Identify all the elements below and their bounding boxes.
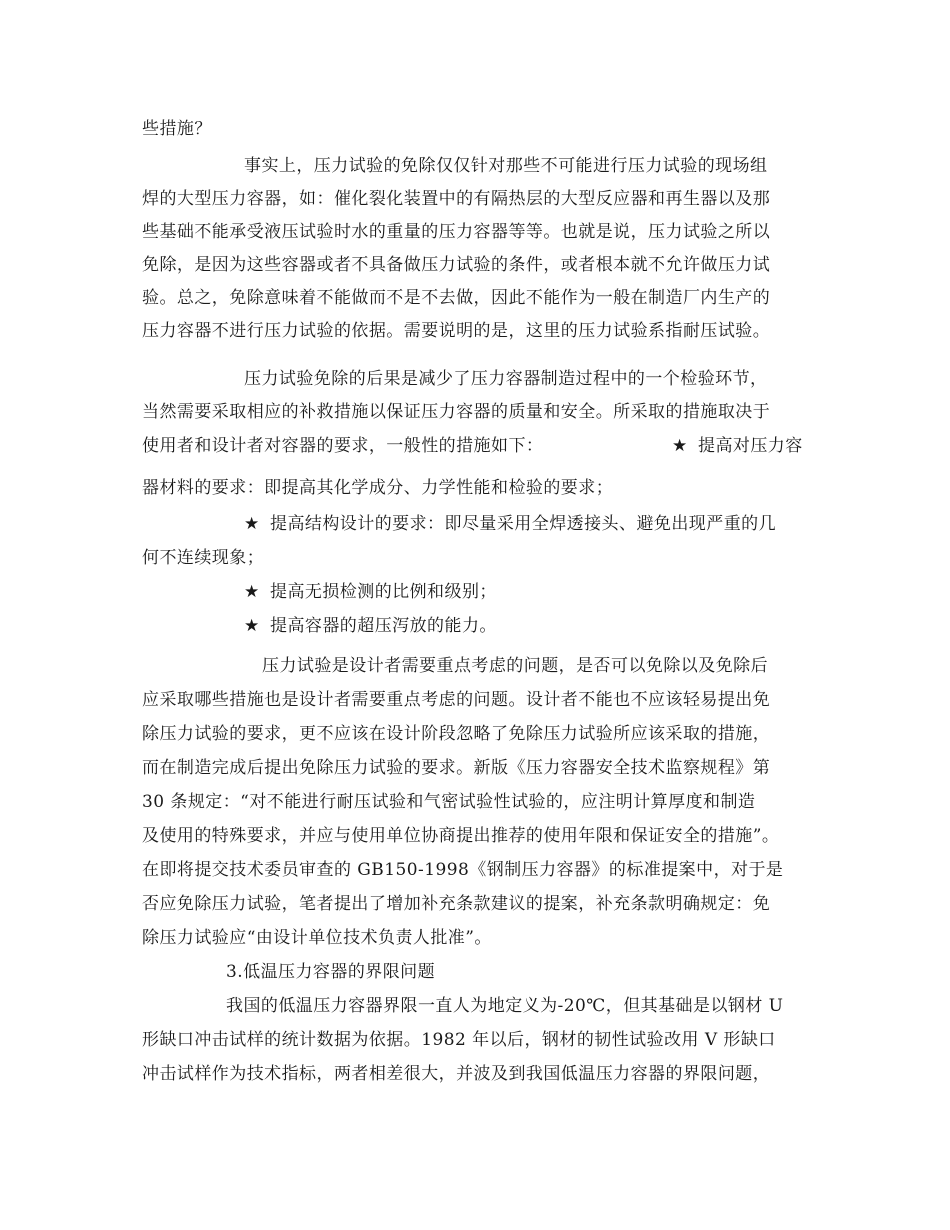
- text-line: 在即将提交技术委员审查的 GB150-1998《钢制压力容器》的标准提案中，对于是: [142, 860, 784, 880]
- text-line: 30 条规定：“对不能进行耐压试验和气密试验性试验的，应注明计算厚度和制造: [142, 792, 756, 812]
- text-line: 器材料的要求：即提高其化学成分、力学性能和检验的要求；: [142, 478, 614, 498]
- text-line: 除压力试验应“由设计单位技术负责人批准”。: [142, 928, 492, 948]
- bullet-star-icon: ★: [244, 582, 260, 602]
- bullet-star-icon: ★: [244, 514, 260, 534]
- text-line: 及使用的特殊要求，并应与使用单位协商提出推荐的使用年限和保证安全的措施”。: [142, 826, 780, 846]
- text-line: 压力容器不进行压力试验的依据。需要说明的是，这里的压力试验系指耐压试验。: [142, 321, 771, 341]
- paragraph-line: 压力试验是设计者需要重点考虑的问题，是否可以免除以及免除后: [262, 656, 769, 676]
- paragraph-line: 压力试验免除的后果是减少了压力容器制造过程中的一个检验环节，: [244, 369, 768, 389]
- text-line: 而在制造完成后提出免除压力试验的要求。新版《压力容器安全技术监察规程》第: [142, 758, 771, 778]
- text-line: 应采取哪些措施也是设计者需要重点考虑的问题。设计者不能也不应该轻易提出免: [142, 690, 771, 710]
- bullet-text: 提高容器的超压泻放的能力。: [270, 616, 497, 636]
- text-line: 些措施？: [142, 119, 212, 139]
- text-line: 些基础不能承受液压试验时水的重量的压力容器等等。也就是说，压力试验之所以: [142, 222, 771, 242]
- text-line: 焊的大型压力容器，如：催化裂化装置中的有隔热层的大型反应器和再生器以及那: [142, 189, 771, 209]
- text-line: 验。总之，免除意味着不能做而不是不去做，因此不能作为一般在制造厂内生产的: [142, 288, 771, 308]
- bullet-star-icon: ★: [244, 616, 260, 636]
- bullet-text: 提高无损检测的比例和级别；: [270, 582, 497, 602]
- text-line: 当然需要采取相应的补救措施以保证压力容器的质量和安全。所采取的措施取决于: [142, 402, 771, 422]
- text-line: 否应免除压力试验，笔者提出了增加补充条款建议的提案，补充条款明确规定：免: [142, 894, 771, 914]
- text-line: 冲击试样作为技术指标，两者相差很大，并波及到我国低温压力容器的界限问题，: [142, 1064, 771, 1084]
- paragraph-line: 事实上，压力试验的免除仅仅针对那些不可能进行压力试验的现场组: [244, 156, 768, 176]
- text-line: 何不连续现象；: [142, 548, 265, 568]
- text-line: 除压力试验的要求，更不应该在设计阶段忽略了免除压力试验所应该采取的措施，: [142, 724, 771, 744]
- bullet-text: 提高结构设计的要求：即尽量采用全焊透接头、避免出现严重的几: [270, 514, 777, 534]
- section-heading: 3.低温压力容器的界限问题: [226, 962, 436, 982]
- text-line: 形缺口冲击试样的统计数据为依据。1982 年以后，钢材的韧性试验改用 V 形缺口: [142, 1030, 776, 1050]
- paragraph-line: 我国的低温压力容器界限一直人为地定义为-20℃，但其基础是以钢材 U: [226, 996, 784, 1016]
- text-line: 免除，是因为这些容器或者不具备做压力试验的条件，或者根本就不允许做压力试: [142, 255, 771, 275]
- bullet-star-icon: ★: [672, 436, 688, 456]
- bullet-text: 提高对压力容: [698, 436, 803, 456]
- text-line: 使用者和设计者对容器的要求，一般性的措施如下：: [142, 436, 544, 456]
